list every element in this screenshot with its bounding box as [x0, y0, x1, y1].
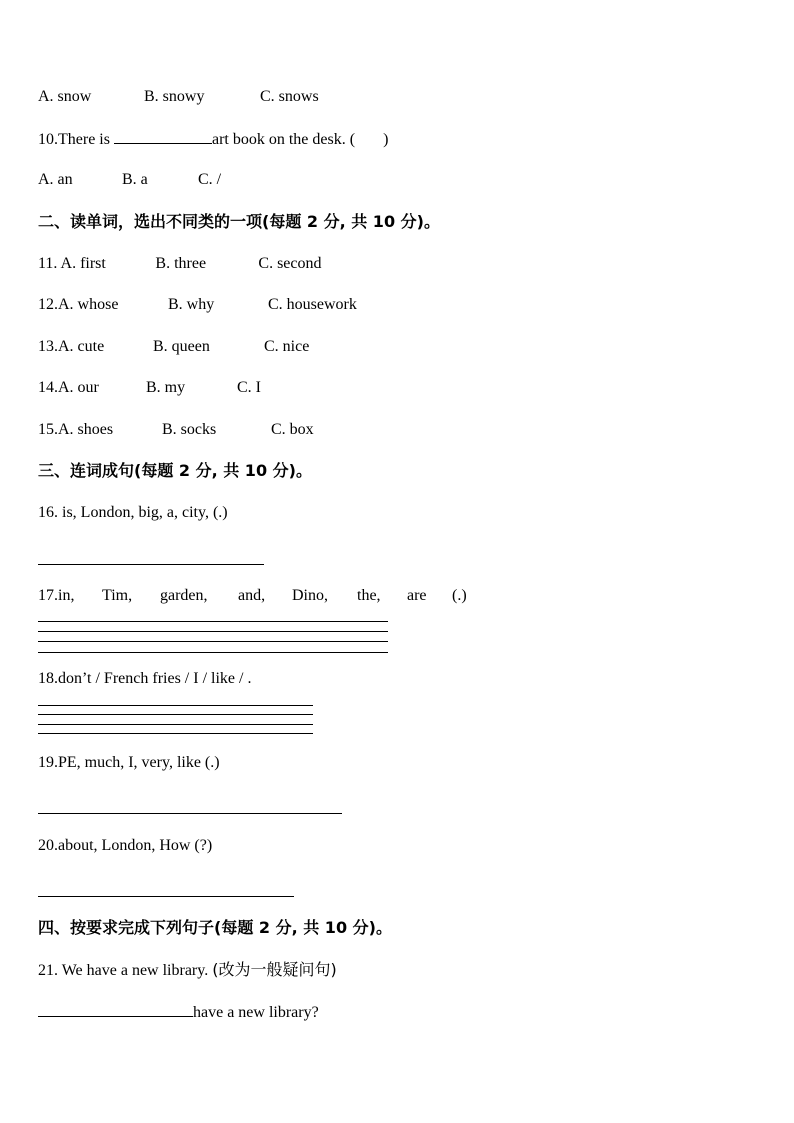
- section2-heading: 二、读单词，选出不同类的一项(每题 2 分, 共 10 分)。: [38, 212, 440, 231]
- q12-row: [38, 295, 357, 315]
- q17-word-2: Tim,: [102, 587, 133, 604]
- q11-option-b: B. three: [155, 255, 207, 272]
- q17-word-5: Dino,: [292, 587, 328, 604]
- q14-row: [38, 378, 261, 398]
- q20-answer-line[interactable]: [38, 896, 294, 897]
- q10-option-c: C. /: [198, 171, 222, 188]
- section3-heading: 三、连词成句(每题 2 分, 共 10 分)。: [38, 461, 312, 480]
- q12-option-b: B. why: [168, 296, 215, 313]
- q17-answer-line-3[interactable]: [38, 641, 388, 642]
- q21-answer: [38, 1002, 319, 1023]
- q11-number: 11: [38, 255, 54, 272]
- q17-answer-line-1[interactable]: [38, 621, 388, 622]
- section4-heading: 四、按要求完成下列句子(每题 2 分, 共 10 分)。: [38, 918, 392, 937]
- q18-question: 18.don’t / French fries / I / like / .: [38, 670, 252, 687]
- q10-option-a: A. an: [38, 171, 73, 188]
- q10-prefix: 10.There is: [38, 131, 114, 148]
- q9-options: [38, 87, 319, 107]
- q17-answer-line-4[interactable]: [38, 652, 388, 653]
- q17-word-6: the,: [357, 587, 381, 604]
- q16-question: 16. is, London, big, a, city, (.): [38, 504, 228, 521]
- q17-word-7: are: [407, 587, 427, 604]
- q18-answer-line-2[interactable]: [38, 714, 313, 715]
- q21-question: [38, 960, 337, 981]
- q15-option-c: C. box: [271, 421, 314, 438]
- q17-word-3: garden,: [160, 587, 208, 604]
- q17-word-8: (.): [452, 587, 467, 604]
- q16-answer-line[interactable]: [38, 564, 264, 565]
- q10-question: [38, 129, 388, 150]
- q14-option-c: C. I: [237, 379, 261, 396]
- q11-option-a: . A. first: [53, 255, 106, 272]
- q13-option-b: B. queen: [153, 338, 210, 355]
- q10-option-b: B. a: [122, 171, 148, 188]
- q20-question: 20.about, London, How (?): [38, 837, 213, 854]
- q9-option-b: B. snowy: [144, 88, 205, 105]
- q11-option-c: C. second: [258, 255, 322, 272]
- q18-answer-line-4[interactable]: [38, 733, 313, 734]
- q14-option-a: .A. our: [54, 379, 99, 396]
- q12-option-c: C. housework: [268, 296, 357, 313]
- q13-number: 13: [38, 338, 54, 355]
- q12-number: 12: [38, 296, 54, 313]
- q10-options: [38, 170, 221, 190]
- q21-sentence: 21. We have a new library.: [38, 962, 209, 979]
- q15-option-b: B. socks: [162, 421, 217, 438]
- q18-answer-line-3[interactable]: [38, 724, 313, 725]
- q13-option-c: C. nice: [264, 338, 310, 355]
- q10-close: ): [383, 131, 389, 148]
- q15-option-a: .A. shoes: [54, 421, 114, 438]
- q14-number: 14: [38, 379, 54, 396]
- q17-word-4: and,: [238, 587, 266, 604]
- q17-word-1: 17.in,: [38, 587, 75, 604]
- q17-answer-line-2[interactable]: [38, 631, 388, 632]
- q9-option-a: A. snow: [38, 88, 92, 105]
- q13-row: [38, 337, 309, 357]
- q21-blank[interactable]: [38, 1002, 193, 1017]
- q18-answer-line-1[interactable]: [38, 705, 313, 706]
- q17-question: [38, 586, 467, 606]
- q13-option-a: .A. cute: [54, 338, 105, 355]
- q21-instruction: (改为一般疑问句): [212, 960, 337, 979]
- q15-number: 15: [38, 421, 54, 438]
- q15-row: [38, 420, 314, 440]
- q19-answer-line[interactable]: [38, 813, 342, 814]
- q10-blank[interactable]: [114, 129, 212, 144]
- q21-answer-suffix: have a new library?: [193, 1004, 319, 1021]
- q14-option-b: B. my: [146, 379, 186, 396]
- q12-option-a: .A. whose: [54, 296, 119, 313]
- q11-row: [38, 254, 322, 274]
- q10-suffix: art book on the desk. (: [211, 131, 356, 148]
- q19-question: 19.PE, much, I, very, like (.): [38, 754, 220, 771]
- q9-option-c: C. snows: [260, 88, 319, 105]
